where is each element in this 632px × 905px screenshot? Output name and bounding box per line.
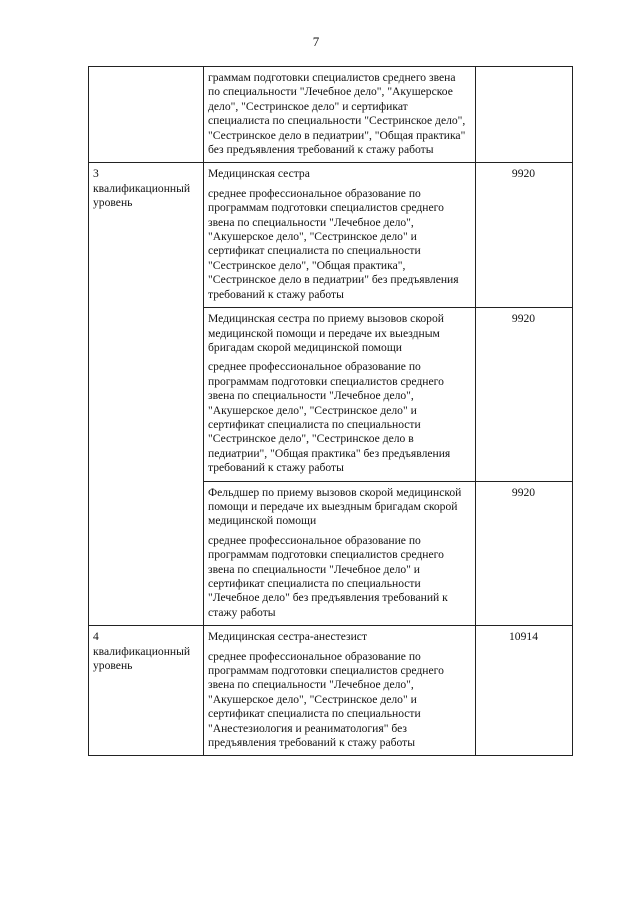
- salary-cell: [476, 67, 573, 163]
- salary-cell: 9920: [476, 163, 573, 308]
- level-cell: 4 квалификационный уровень: [89, 626, 204, 756]
- qualification-table: [88, 66, 573, 756]
- requirements-text: среднее профессиональное образование по программам подготовки специалистов среднего звена по специальности "Лечебное дело", "Акушерское дело", "Сестринское дело" и сертификат специалиста по специальности "Сестринское дело", "Сестринское дело в педиатрии", "Общая практика" без предъявления требований к стажу работы: [208, 360, 451, 475]
- table-row: [89, 163, 573, 308]
- position-cell: [204, 626, 476, 756]
- requirements-text: среднее профессиональное образование по программам подготовки специалистов среднего звена по специальности "Лечебное дело", "Акушерское дело", "Сестринское дело" и сертификат специалиста по специальности "Сестринское дело", "Общая практика", "Сестринское дело в педиатрии" без предъявления требований к стажу работы: [208, 186, 459, 301]
- position-cell: [204, 163, 476, 308]
- position-cell: [204, 308, 476, 481]
- position-title: Фельдшер по приему вызовов скорой медицинской помощи и передаче их выездным бригадам скорой медицинской помощи: [208, 485, 462, 528]
- level-cell: [89, 67, 204, 163]
- salary-cell: 10914: [476, 626, 573, 756]
- salary-cell: 9920: [476, 308, 573, 481]
- requirements-text: граммам подготовки специалистов среднего звена по специальности "Лечебное дело", "Акушерское дело", "Сестринское дело" и сертификат специалиста по специальности "Сестринское дело", "Сестринское дело в педиатрии", "Общая практика" без предъявления требований к стажу работы: [208, 71, 466, 157]
- position-cell: [204, 481, 476, 626]
- position-title: Медицинская сестра: [208, 167, 310, 181]
- position-cell: [204, 67, 476, 163]
- salary-cell: 9920: [476, 481, 573, 626]
- page-number: 7: [312, 34, 320, 49]
- table-row: [89, 67, 573, 163]
- position-title: Медицинская сестра-анестезист: [208, 630, 368, 644]
- table-row: [89, 626, 573, 756]
- requirements-text: среднее профессиональное образование по программам подготовки специалистов среднего звена по специальности "Лечебное дело", "Акушерское дело", "Сестринское дело" и сертификат специалиста по специальности "Анестезиология и реаниматология" без предъявления требований к стажу работы: [208, 649, 444, 750]
- level-cell: 3 квалификационный уровень: [89, 163, 204, 626]
- requirements-text: среднее профессиональное образование по программам подготовки специалистов среднего звена по специальности "Лечебное дело" и сертификат специалиста по специальности "Лечебное дело" без предъявления требований к стажу работы: [208, 533, 448, 619]
- position-title: Медицинская сестра по приему вызовов скорой медицинской помощи и передаче их выездным бригадам скорой медицинской помощи: [208, 312, 444, 354]
